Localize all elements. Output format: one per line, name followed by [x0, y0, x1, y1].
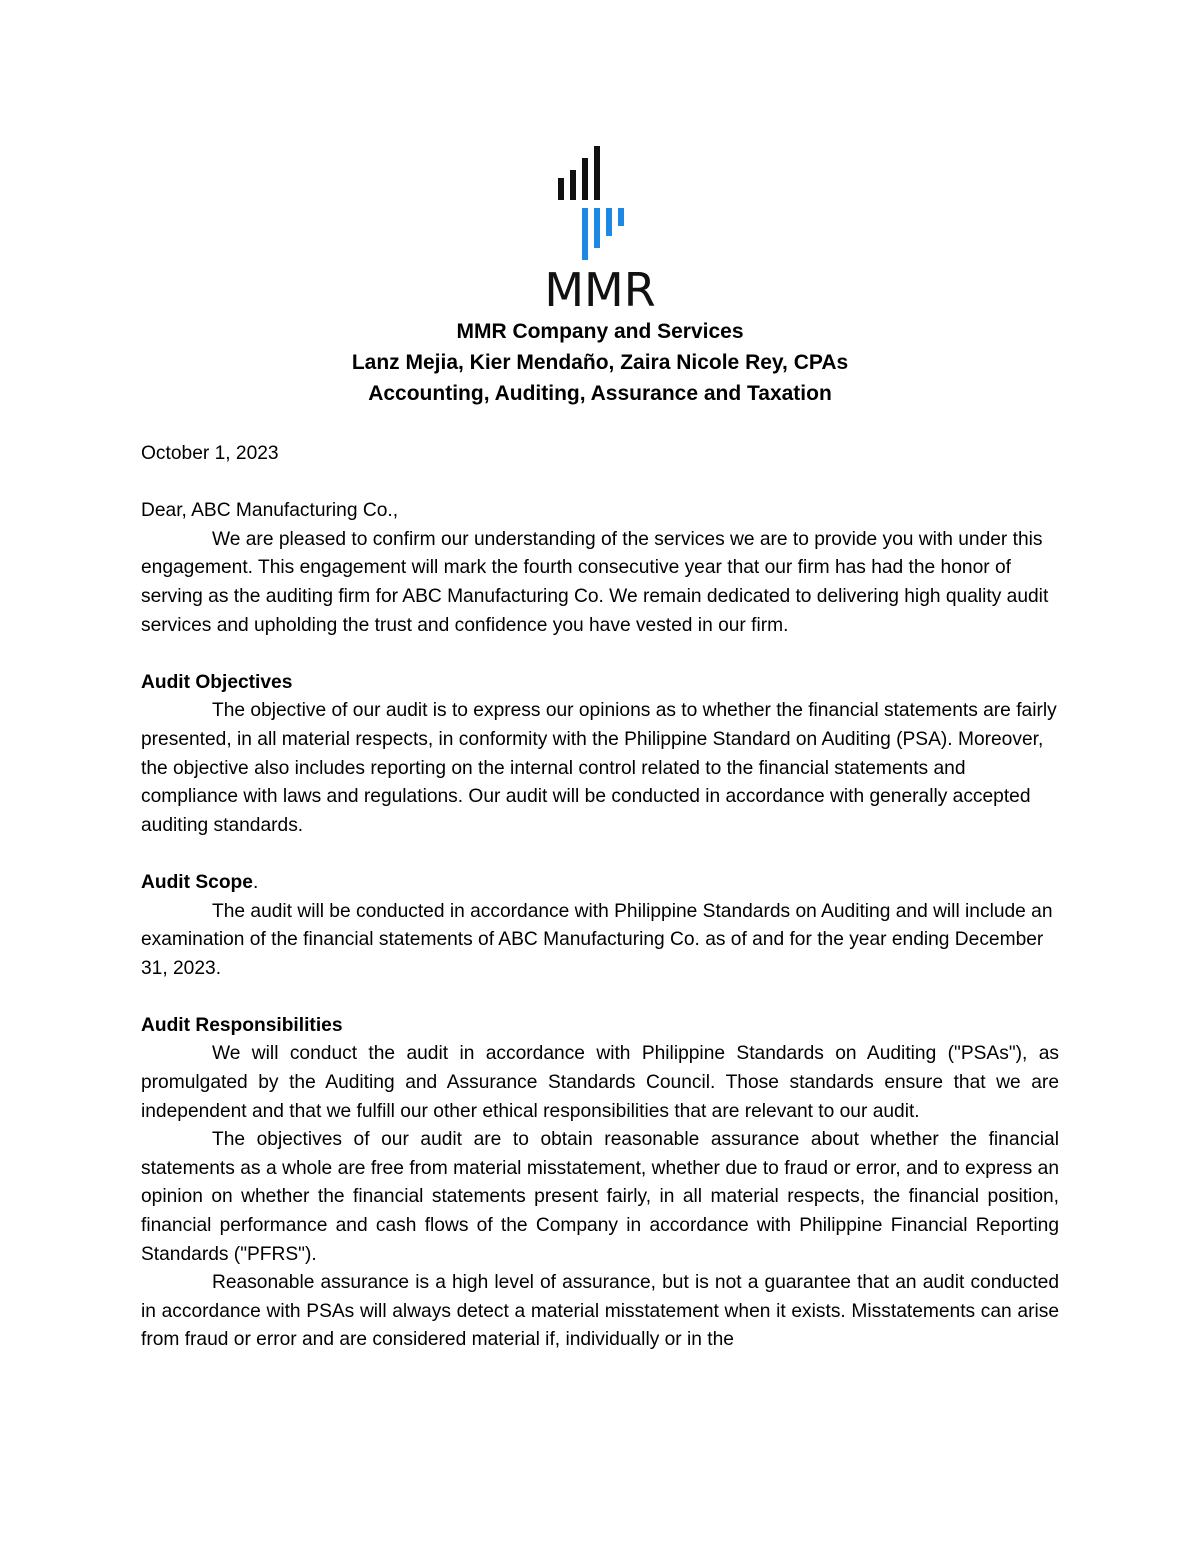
partner-names: Lanz Mejia, Kier Mendaño, Zaira Nicole Rey, CPAs — [351, 351, 849, 374]
responsibilities-paragraph-2: The objectives of our audit are to obtain reasonable assurance about whether the financial statements as a whole are free from material misstatement, whether due to fraud or error, and to express an opinion on whether the financial statements present fairly, in all material respects, the financial position, financial performance and cash flows of the Company in accordance with Philippine Financial Reporting Standards ("PFRS"). — [141, 1129, 1059, 1265]
scope-paragraph: The audit will be conducted in accordance with Philippine Standards on Auditing and will include an examination of the financial statements of ABC Manufacturing Co. as of and for the year ending December 31, 2023. — [141, 900, 1053, 979]
services-line: Accounting, Auditing, Assurance and Taxation — [368, 382, 832, 405]
responsibilities-paragraph-3: Reasonable assurance is a high level of assurance, but is not a guarantee that an audit conducted in accordance with PSAs will always detect a material misstatement when it exists. Misstatements can arise from fraud or error and are considered material if, individually or in the — [141, 1272, 1059, 1351]
logo-bar-blue-2 — [594, 208, 600, 248]
logo-bar-dark-1 — [558, 178, 564, 200]
objectives-paragraph: The objective of our audit is to express our opinions as to whether the financial statements are fairly presented, in all material respects, in conformity with the Philippine Standard on Auditing (PSA). Moreover, the objective also includes reporting on the internal control related to the financial statements and compliance with laws and regulations. Our audit will be conducted in accordance with generally accepted auditing standards. — [141, 700, 1057, 836]
letter-date: October 1, 2023 — [141, 443, 279, 464]
letter-body — [141, 440, 1059, 1355]
salutation: Dear, ABC Manufacturing Co., — [141, 500, 399, 522]
scope-heading: Audit Scope — [141, 871, 253, 893]
responsibilities-heading: Audit Responsibilities — [141, 1014, 343, 1036]
logo-bar-blue-4 — [618, 208, 624, 226]
logo-bar-dark-4 — [594, 146, 600, 200]
logo-bar-dark-2 — [570, 170, 576, 200]
company-name: MMR Company and Services — [456, 320, 744, 343]
responsibilities-paragraph-1: We will conduct the audit in accordance with Philippine Standards on Auditing ("PSAs"), as promulgated by the Auditing and Assurance Standards Council. Those standards ensure that we are independent and that we fulfill our other ethical responsibilities that are relevant to our audit. — [141, 1043, 1059, 1122]
objectives-heading: Audit Objectives — [141, 671, 293, 693]
mmr-logo — [530, 140, 670, 315]
intro-paragraph: We are pleased to confirm our understanding of the services we are to provide you with under this engagement. This engagement will mark the fourth consecutive year that our firm has had the honor of serving as the auditing firm for ABC Manufacturing Co. We remain dedicated to delivering high quality audit services and upholding the trust and confidence you have vested in our firm. — [141, 528, 1049, 636]
letterhead — [140, 316, 1060, 409]
logo-wordmark: MMR — [544, 263, 656, 315]
logo-bar-dark-3 — [582, 158, 588, 200]
logo-bar-blue-3 — [606, 208, 612, 236]
scope-heading-period: . — [252, 871, 259, 893]
logo-bar-blue-1 — [582, 208, 588, 260]
scope-heading-line — [141, 869, 1059, 898]
